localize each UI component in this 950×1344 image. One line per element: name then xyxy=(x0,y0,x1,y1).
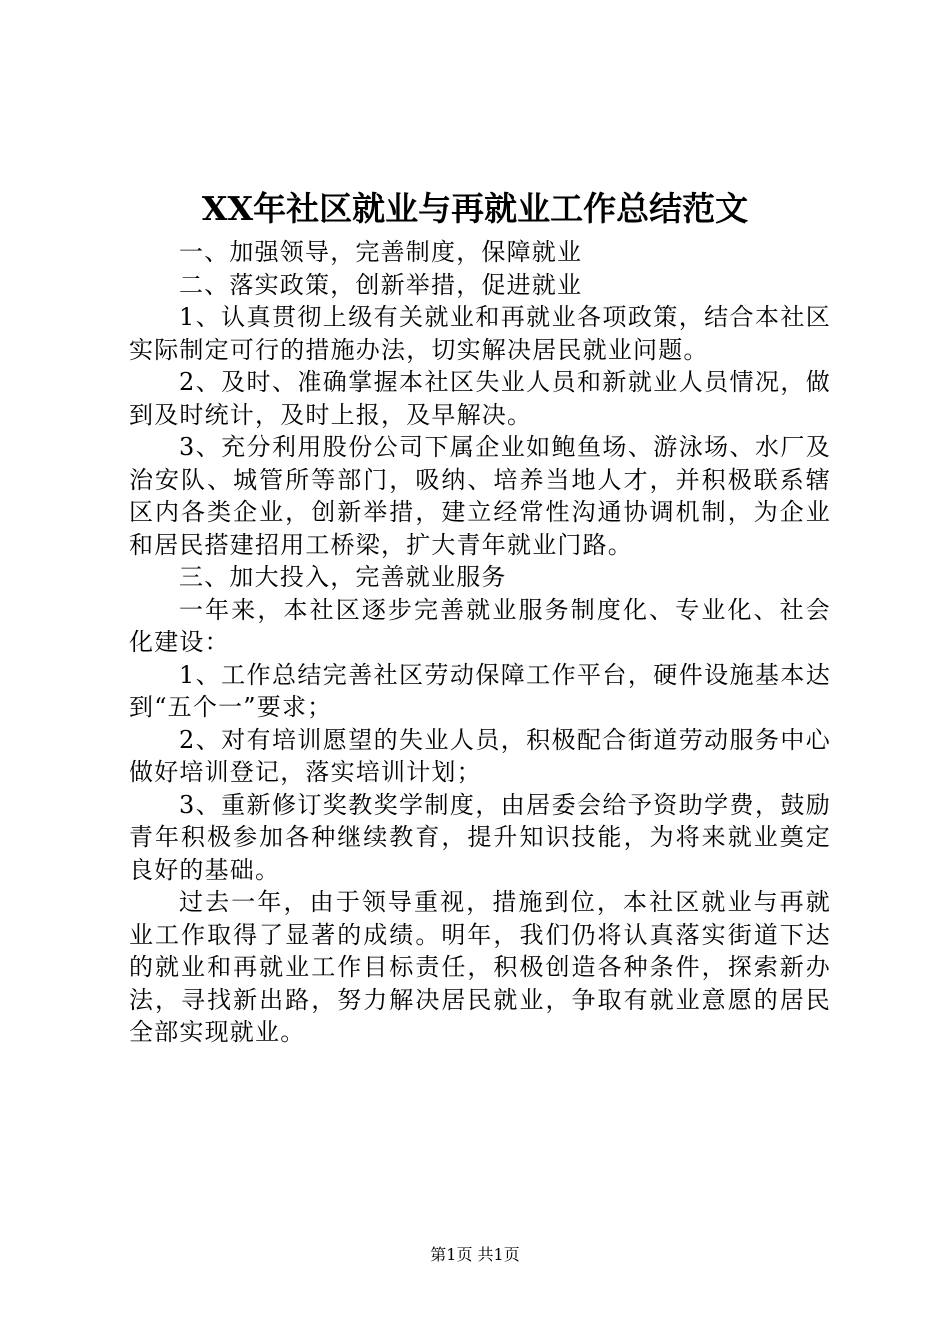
page-footer: 第1页 共1页 xyxy=(430,1245,520,1264)
paragraph-3-1: 1、工作总结完善社区劳动保障工作平台，硬件设施基本达到“五个一”要求； xyxy=(129,660,831,721)
document-title: XX年社区就业与再就业工作总结范文 xyxy=(201,189,749,228)
closing-paragraph: 过去一年，由于领导重视，措施到位，本社区就业与再就业工作取得了显著的成绩。明年，我们仍将认真落实街道下达的就业和再就业工作目标责任，积极创造各种条件，探索新办法，寻找新出路，努力解决居民就业，争取有就业意愿的居民全部实现就业。 xyxy=(129,888,831,1046)
paragraph-2-1: 1、认真贯彻上级有关就业和再就业各项政策，结合本社区实际制定可行的措施办法，切实解决居民就业问题。 xyxy=(129,303,831,364)
section-heading-2: 二、落实政策，创新举措，促进就业 xyxy=(179,270,583,299)
section-heading-3: 三、加大投入，完善就业服务 xyxy=(179,563,507,591)
paragraph-3-3: 3、重新修订奖教奖学制度，由居委会给予资助学费，鼓励青年积极参加各种继续教育，提升知识技能，为将来就业奠定良好的基础。 xyxy=(129,790,831,884)
section-heading-1: 一、加强领导，完善制度，保障就业 xyxy=(179,238,583,266)
paragraph-3-2: 2、对有培训愿望的失业人员，积极配合街道劳动服务中心做好培训登记，落实培训计划； xyxy=(129,725,831,786)
paragraph-2-3: 3、充分利用股份公司下属企业如鲍鱼场、游泳场、水厂及治安队、城管所等部门，吸纳、培养当地人才，并积极联系辖区内各类企业，创新举措，建立经常性沟通协调机制，为企业和居民搭建招用工桥梁，扩大青年就业门路。 xyxy=(129,433,831,559)
paragraph-2-2: 2、及时、准确掌握本社区失业人员和新就业人员情况，做到及时统计，及时上报，及早解决。 xyxy=(129,368,831,429)
document-body xyxy=(129,236,831,1049)
paragraph-3-intro: 一年来，本社区逐步完善就业服务制度化、专业化、社会化建设： xyxy=(129,595,831,656)
